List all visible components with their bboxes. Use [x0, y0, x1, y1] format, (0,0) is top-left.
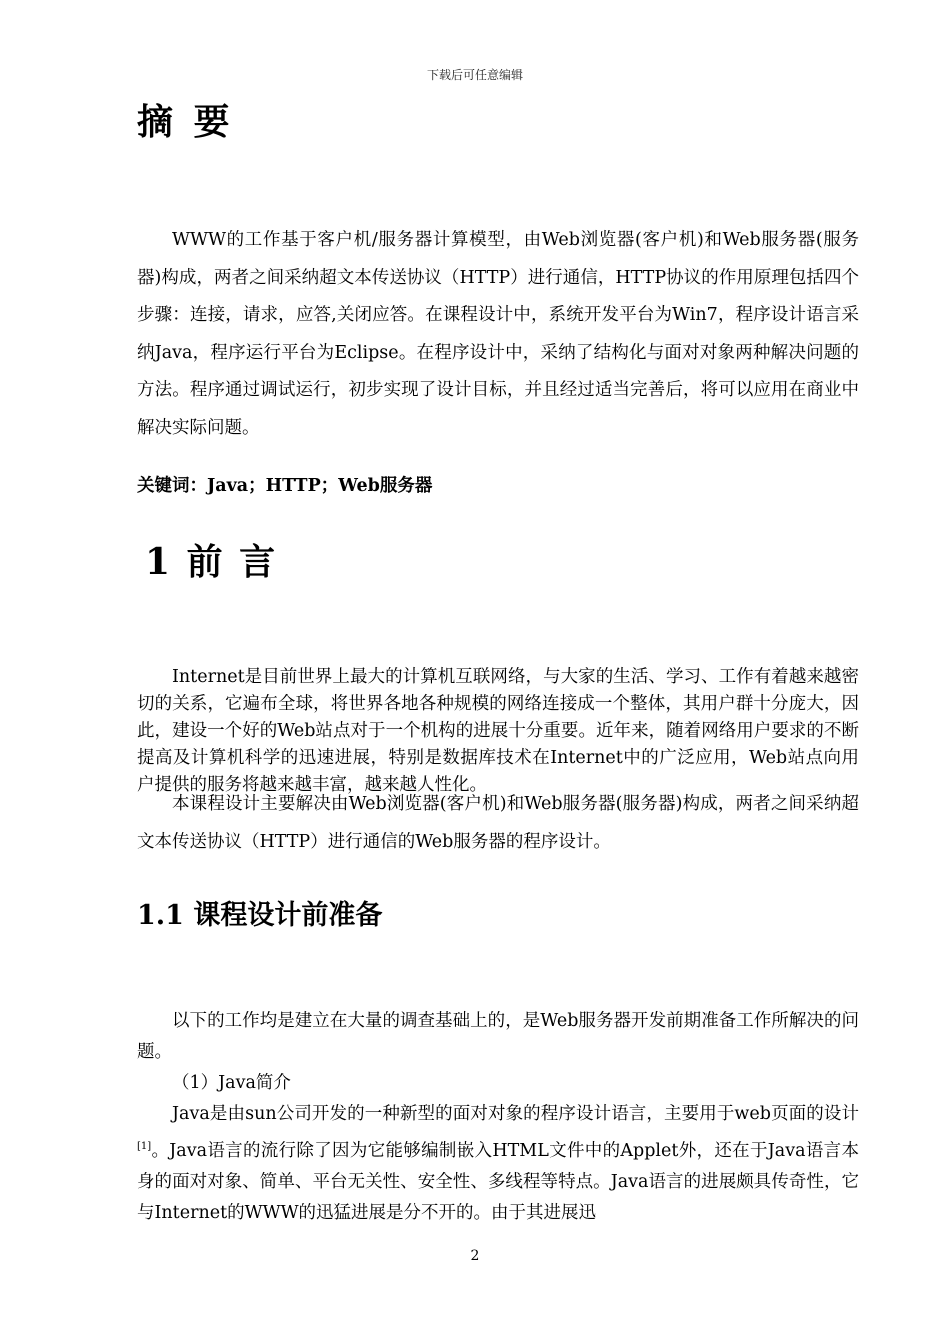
- section-1-1-para-2: [137, 1099, 859, 1230]
- section-1-1-content: [137, 1006, 859, 1230]
- section-1-para-1-block: [137, 664, 859, 799]
- section-1-para-1: Internet是目前世界上最大的计算机互联网络，与大家的生活、学习、工作有着越来越密切的关系，它遍布全球，将世界各地各种规模的网络连接成一个整体，其用户群十分庞大，因此，建设一个好的Web站点对于一个机构的进展十分重要。近年来，随着网络用户要求的不断提高及计算机科学的迅速进展，特别是数据库技术在Internet中的广泛应用，Web站点向用户提供的服务将越来越丰富，越来越人性化。: [137, 667, 859, 795]
- keywords: 关键词：Java；HTTP；Web服务器: [137, 476, 433, 496]
- abstract-body: WWW的工作基于客户机/服务器计算模型，由Web浏览器(客户机)和Web服务器(服务器)构成，两者之间采纳超文本传送协议（HTTP）进行通信，HTTP协议的作用原理包括四个步骤：连接，请求，应答,关闭应答。在课程设计中，系统开发平台为Win7，程序设计语言采纳Java，程序运行平台为Eclipse。在程序设计中，采纳了结构化与面对对象两种解决问题的方法。程序通过调试运行，初步实现了设计目标，并且经过适当完善后，将可以应用在商业中解决实际问题。: [137, 230, 859, 438]
- abstract-body-block: [137, 222, 859, 447]
- section-1-1-item-1: （1）Java简介: [172, 1073, 291, 1093]
- section-1-para-2-block: [137, 786, 859, 861]
- section-1-para-2: 本课程设计主要解决由Web浏览器(客户机)和Web服务器(服务器)构成，两者之间采纳超文本传送协议（HTTP）进行通信的Web服务器的程序设计。: [137, 794, 859, 852]
- section-1-1-para-2-part-b: 。Java语言的流行除了因为它能够编制嵌入HTML文件中的Applet外，还在于Java语言本身的面对对象、简单、平台无关性、安全性、多线程等特点。Java语言的进展颇具传奇性，它与Internet的WWW的迅猛进展是分不开的。由于其进展迅: [137, 1140, 859, 1224]
- section-1-1-para-2-part-a: Java是由sun公司开发的一种新型的面对对象的程序设计语言，主要用于web页面的设计: [172, 1104, 859, 1124]
- section-1-1-para-1: 以下的工作均是建立在大量的调查基础上的，是Web服务器开发前期准备工作所解决的问题。: [137, 1011, 859, 1062]
- citation-1[interactable]: [1]: [137, 1140, 152, 1152]
- page-header: 下载后可任意编辑: [426, 68, 523, 82]
- section-1-title: 1 前 言: [145, 541, 278, 583]
- page-number: 2: [470, 1248, 480, 1264]
- abstract-title: 摘 要: [137, 101, 234, 143]
- section-1-1-title: 1.1 课程设计前准备: [137, 900, 383, 931]
